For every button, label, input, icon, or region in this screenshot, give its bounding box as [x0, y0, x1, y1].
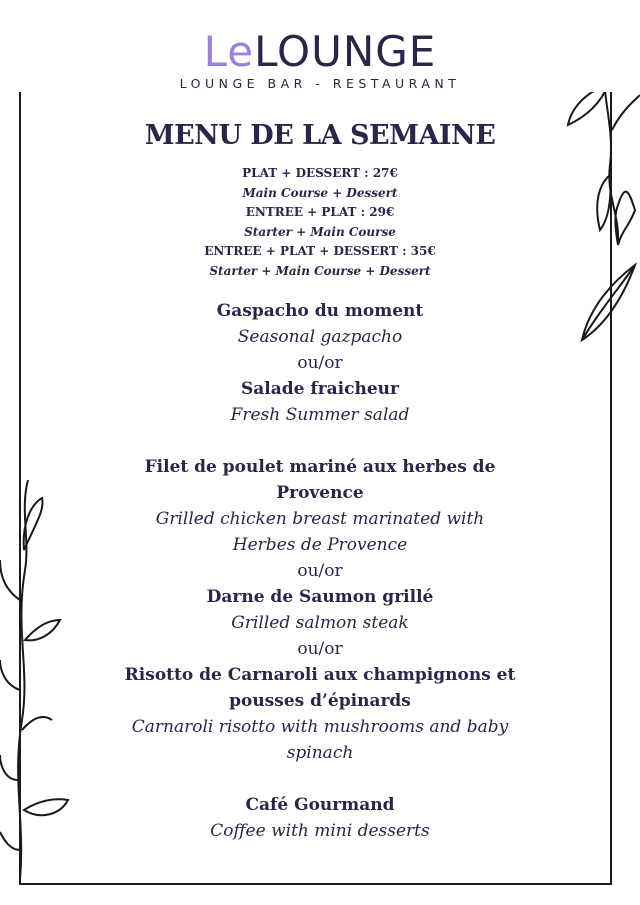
dish-translation: Coffee with mini desserts [210, 821, 430, 841]
dish-translation: Grilled salmon steak [231, 613, 409, 633]
or-separator: ou/or [297, 639, 343, 659]
price-line-translation: Main Course + Dessert [242, 185, 398, 200]
price-line-translation: Starter + Main Course [244, 224, 396, 239]
menu-title: MENU DE LA SEMAINE [144, 120, 496, 151]
dish-translation: Fresh Summer salad [230, 405, 410, 425]
dish-name: Salade fraicheur [241, 379, 399, 399]
price-line-translation: Starter + Main Course + Dessert [209, 263, 431, 278]
dish-name: Darne de Saumon grillé [206, 587, 434, 607]
dish-name: Risotto de Carnaroli aux champignons et pousses d’épinards [124, 665, 516, 711]
dish-name: Café Gourmand [245, 795, 395, 815]
price-list [0, 164, 640, 281]
brand-name: LOUNGE [254, 27, 437, 76]
or-separator: ou/or [297, 353, 343, 373]
price-line: PLAT + DESSERT : 27€ [242, 166, 398, 180]
brand-logo [0, 27, 640, 92]
brand-tagline: LOUNGE BAR - RESTAURANT [179, 76, 461, 91]
menu-items [110, 298, 530, 844]
floral-decoration-bottom-left [0, 480, 75, 880]
dish-translation: Grilled chicken breast marinated with Herbes de Provence [155, 509, 485, 555]
brand-prefix: Le [203, 27, 255, 76]
dish-translation: Carnaroli risotto with mushrooms and baby spinach [131, 717, 509, 763]
dish-name: Filet de poulet mariné aux herbes de Provence [144, 457, 496, 503]
price-line: ENTREE + PLAT : 29€ [245, 205, 395, 219]
or-separator: ou/or [297, 561, 343, 581]
dish-translation: Seasonal gazpacho [237, 327, 403, 347]
dish-name: Gaspacho du moment [216, 301, 424, 321]
price-line: ENTREE + PLAT + DESSERT : 35€ [204, 244, 436, 258]
